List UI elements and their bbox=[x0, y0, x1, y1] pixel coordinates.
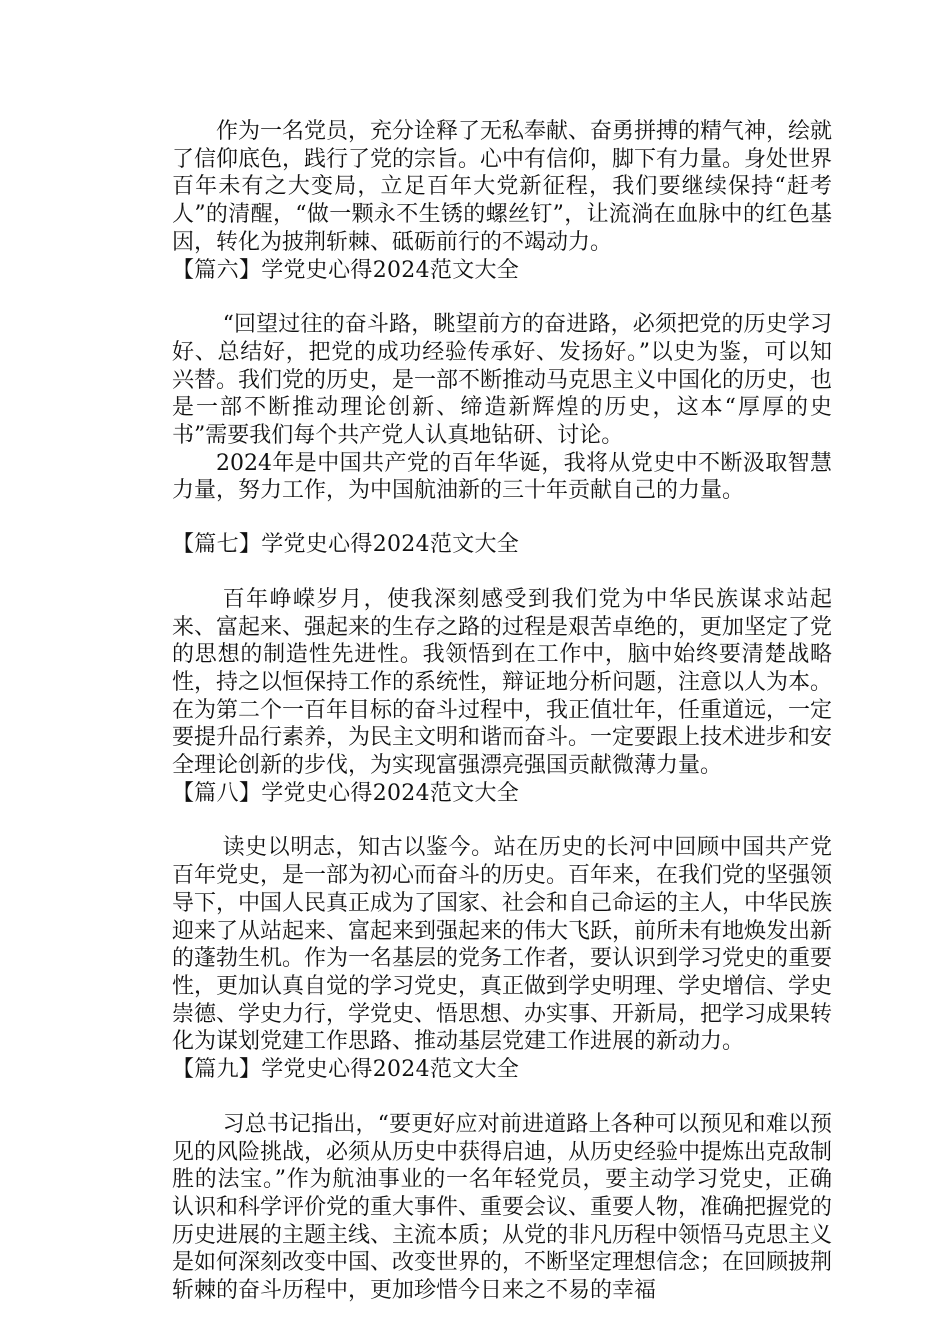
spacer bbox=[172, 807, 832, 834]
section-heading-9: 【篇九】学党史心得2024范文大全 bbox=[172, 1057, 520, 1083]
paragraph-section-6-b: 2024年是中国共产党的百年华诞，我将从党史中不断汲取智慧力量，努力工作，为中国航油新的三十年贡献自己的力量。 bbox=[172, 450, 832, 504]
spacer bbox=[172, 1084, 832, 1111]
paragraph-section-6-a: “回望过往的奋斗路，眺望前方的奋进路，必须把党的历史学习好、总结好，把党的成功经验传承好、发扬好。”以史为鉴，可以知兴替。我们党的历史，是一部不断推动马克思主义中国化的历史，也是一部不断推动理论创新、缔造新辉煌的历史，这本“厚厚的史书”需要我们每个共产党人认真地钻研、讨论。 bbox=[172, 312, 833, 449]
spacer bbox=[172, 559, 832, 586]
section-heading-8: 【篇八】学党史心得2024范文大全 bbox=[172, 780, 520, 806]
spacer bbox=[172, 284, 832, 311]
paragraph-section-8: 读史以明志，知古以鉴今。站在历史的长河中回顾中国共产党百年党史，是一部为初心而奋斗的历史。百年来，在我们党的坚强领导下，中国人民真正成为了国家、社会和自己命运的主人，中华民族迎来了从站起来、富起来到强起来的伟大飞跃，前所未有地焕发出新的蓬勃生机。作为一名基层的党务工作者，要认识到学习党史的重要性，更加认真自觉的学习党史，真正做到学史明理、学史增信、学史崇德、学史力行，学党史、悟思想、办实事、开新局，把学习成果转化为谋划党建工作思路、推动基层党建工作进展的新动力。 bbox=[172, 835, 833, 1055]
spacer bbox=[172, 505, 832, 531]
section-heading-7: 【篇七】学党史心得2024范文大全 bbox=[172, 532, 520, 558]
section-heading-6: 【篇六】学党史心得2024范文大全 bbox=[172, 257, 520, 283]
document-page bbox=[172, 118, 832, 1305]
paragraph-section-9: 习总书记指出，“要更好应对前进道路上各种可以预见和难以预见的风险挑战，必须从历史中获得启迪，从历史经验中提炼出克敌制胜的法宝。”作为航油事业的一名年轻党员，要主动学习党史，正确认识和科学评价党的重大事件、重要会议、重要人物，准确把握党的历史进展的主题主线、主流本质；从党的非凡历程中领悟马克思主义是如何深刻改变中国、改变世界的，不断坚定理想信念；在回顾披荆斩棘的奋斗历程中，更加珍惜今日来之不易的幸福 bbox=[172, 1111, 833, 1304]
paragraph-intro: 作为一名党员，充分诠释了无私奉献、奋勇拼搏的精气神，绘就了信仰底色，践行了党的宗旨。心中有信仰，脚下有力量。身处世界百年未有之大变局，立足百年大党新征程，我们要继续保持“赶考人”的清醒，“做一颗永不生锈的螺丝钉”，让流淌在血脉中的红色基因，转化为披荆斩棘、砥砺前行的不竭动力。 bbox=[172, 119, 833, 255]
paragraph-section-7: 百年峥嵘岁月，使我深刻感受到我们党为中华民族谋求站起来、富起来、强起来的生存之路的过程是艰苦卓绝的，更加坚定了党的思想的制造性先进性。我领悟到在工作中，脑中始终要清楚战略性，持之以恒保持工作的系统性，辩证地分析问题，注意以人为本。在为第二个一百年目标的奋斗过程中，我正值壮年，任重道远，一定要提升品行素养，为民主文明和谐而奋斗。一定要跟上技术进步和安全理论创新的步伐，为实现富强漂亮强国贡献微薄力量。 bbox=[172, 586, 833, 779]
